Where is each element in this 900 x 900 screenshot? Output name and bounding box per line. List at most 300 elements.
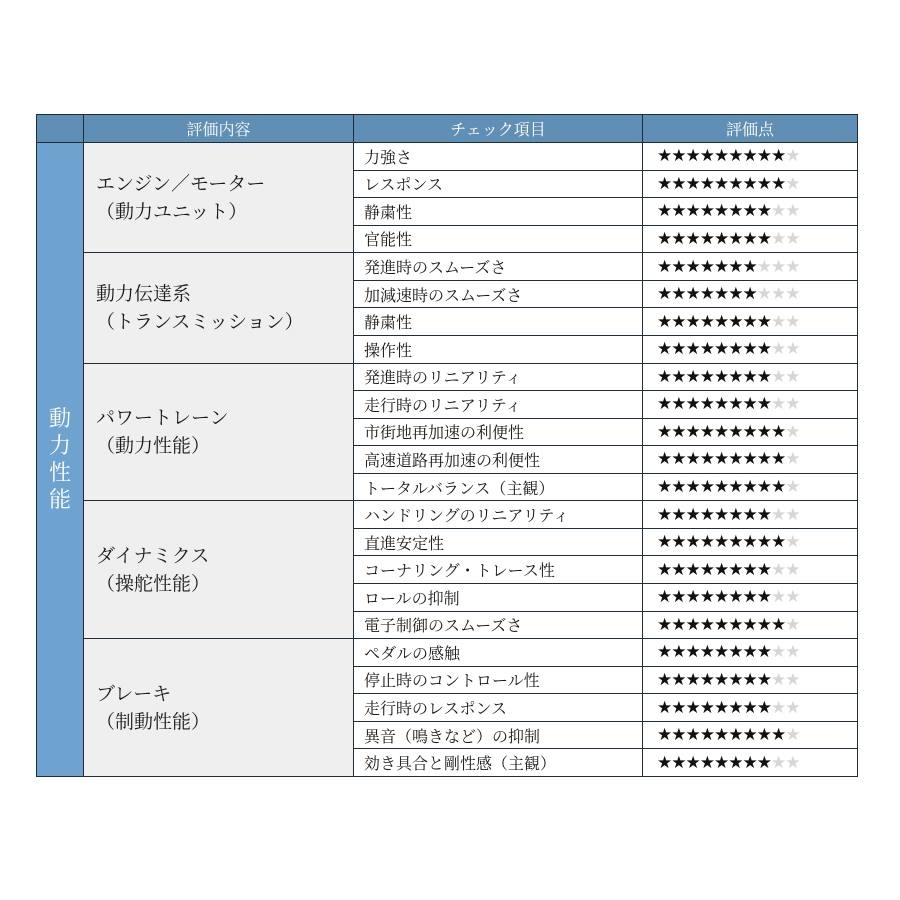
star-empty-icon: ★ (785, 697, 800, 718)
star-filled-icon: ★ (671, 587, 686, 608)
star-empty-icon: ★ (785, 504, 800, 525)
table-row (37, 363, 858, 391)
star-filled-icon: ★ (671, 228, 686, 249)
star-filled-icon: ★ (728, 532, 743, 553)
star-filled-icon: ★ (657, 477, 672, 498)
star-filled-icon: ★ (756, 421, 771, 442)
star-rating (643, 666, 858, 694)
star-filled-icon: ★ (756, 311, 771, 332)
table-row (37, 253, 858, 281)
star-filled-icon: ★ (657, 669, 672, 690)
star-filled-icon: ★ (728, 477, 743, 498)
star-filled-icon: ★ (685, 366, 700, 387)
check-item: 静粛性 (354, 308, 643, 336)
star-filled-icon: ★ (657, 725, 672, 746)
star-filled-icon: ★ (685, 311, 700, 332)
star-filled-icon: ★ (728, 559, 743, 580)
star-filled-icon: ★ (699, 449, 714, 470)
star-filled-icon: ★ (742, 477, 757, 498)
star-filled-icon: ★ (657, 201, 672, 222)
star-filled-icon: ★ (756, 477, 771, 498)
star-filled-icon: ★ (756, 587, 771, 608)
check-item: 市街地再加速の利便性 (354, 418, 643, 446)
group-title: ダイナミクス (96, 544, 210, 567)
check-item: 異音（鳴きなど）の抑制 (354, 721, 643, 749)
star-empty-icon: ★ (771, 752, 786, 773)
star-filled-icon: ★ (714, 477, 729, 498)
star-filled-icon: ★ (657, 697, 672, 718)
star-filled-icon: ★ (657, 504, 672, 525)
star-filled-icon: ★ (742, 559, 757, 580)
star-empty-icon: ★ (771, 284, 786, 305)
star-filled-icon: ★ (714, 173, 729, 194)
star-filled-icon: ★ (699, 477, 714, 498)
group-subtitle: （操舵性能） (96, 572, 211, 595)
star-filled-icon: ★ (756, 146, 771, 167)
star-filled-icon: ★ (699, 146, 714, 167)
star-filled-icon: ★ (714, 587, 729, 608)
star-filled-icon: ★ (728, 725, 743, 746)
star-filled-icon: ★ (742, 725, 757, 746)
star-filled-icon: ★ (671, 642, 686, 663)
star-filled-icon: ★ (756, 366, 771, 387)
star-filled-icon: ★ (728, 339, 743, 360)
check-item: 走行時のレスポンス (354, 694, 643, 722)
star-filled-icon: ★ (685, 477, 700, 498)
star-empty-icon: ★ (785, 311, 800, 332)
star-filled-icon: ★ (671, 311, 686, 332)
star-rating (643, 308, 858, 336)
star-filled-icon: ★ (699, 311, 714, 332)
star-filled-icon: ★ (728, 256, 743, 277)
star-filled-icon: ★ (671, 394, 686, 415)
star-filled-icon: ★ (742, 587, 757, 608)
star-filled-icon: ★ (685, 173, 700, 194)
star-filled-icon: ★ (742, 366, 757, 387)
star-filled-icon: ★ (699, 587, 714, 608)
star-rating (643, 528, 858, 556)
star-filled-icon: ★ (685, 504, 700, 525)
table-row (37, 639, 858, 667)
star-filled-icon: ★ (714, 394, 729, 415)
check-item: コーナリング・トレース性 (354, 556, 643, 584)
star-empty-icon: ★ (785, 532, 800, 553)
star-filled-icon: ★ (671, 366, 686, 387)
star-filled-icon: ★ (728, 587, 743, 608)
star-filled-icon: ★ (728, 697, 743, 718)
star-filled-icon: ★ (742, 284, 757, 305)
group-subtitle: （トランスミッション） (96, 310, 304, 333)
star-filled-icon: ★ (657, 228, 672, 249)
star-filled-icon: ★ (742, 669, 757, 690)
star-filled-icon: ★ (728, 642, 743, 663)
star-filled-icon: ★ (742, 504, 757, 525)
star-filled-icon: ★ (699, 173, 714, 194)
check-item: 高速道路再加速の利便性 (354, 446, 643, 474)
star-filled-icon: ★ (756, 173, 771, 194)
star-filled-icon: ★ (728, 173, 743, 194)
star-rating (643, 280, 858, 308)
star-empty-icon: ★ (785, 228, 800, 249)
star-filled-icon: ★ (699, 725, 714, 746)
group-title: エンジン／モーター (96, 172, 266, 195)
table-row (37, 501, 858, 529)
star-filled-icon: ★ (742, 752, 757, 773)
star-filled-icon: ★ (756, 697, 771, 718)
star-empty-icon: ★ (771, 311, 786, 332)
star-rating (643, 143, 858, 171)
star-empty-icon: ★ (785, 394, 800, 415)
star-rating (643, 170, 858, 198)
star-filled-icon: ★ (742, 256, 757, 277)
star-filled-icon: ★ (742, 394, 757, 415)
check-item: 静粛性 (354, 198, 643, 226)
star-empty-icon: ★ (785, 173, 800, 194)
star-filled-icon: ★ (756, 725, 771, 746)
star-empty-icon: ★ (771, 559, 786, 580)
star-filled-icon: ★ (714, 642, 729, 663)
star-filled-icon: ★ (742, 449, 757, 470)
star-filled-icon: ★ (671, 284, 686, 305)
star-filled-icon: ★ (714, 256, 729, 277)
star-empty-icon: ★ (756, 284, 771, 305)
star-empty-icon: ★ (785, 614, 800, 635)
star-filled-icon: ★ (685, 669, 700, 690)
star-filled-icon: ★ (771, 477, 786, 498)
star-filled-icon: ★ (685, 228, 700, 249)
star-filled-icon: ★ (714, 697, 729, 718)
star-empty-icon: ★ (771, 201, 786, 222)
check-item: レスポンス (354, 170, 643, 198)
star-filled-icon: ★ (657, 256, 672, 277)
star-filled-icon: ★ (742, 532, 757, 553)
star-filled-icon: ★ (671, 449, 686, 470)
star-filled-icon: ★ (771, 725, 786, 746)
star-filled-icon: ★ (671, 725, 686, 746)
star-empty-icon: ★ (771, 697, 786, 718)
category-cell (37, 143, 84, 777)
star-filled-icon: ★ (657, 559, 672, 580)
star-filled-icon: ★ (671, 256, 686, 277)
check-item: 直進安定性 (354, 528, 643, 556)
star-rating (643, 556, 858, 584)
star-filled-icon: ★ (699, 366, 714, 387)
star-empty-icon: ★ (756, 256, 771, 277)
star-empty-icon: ★ (785, 559, 800, 580)
star-filled-icon: ★ (685, 752, 700, 773)
star-filled-icon: ★ (657, 173, 672, 194)
star-filled-icon: ★ (671, 697, 686, 718)
check-item: 停止時のコントロール性 (354, 666, 643, 694)
star-filled-icon: ★ (699, 697, 714, 718)
star-empty-icon: ★ (785, 284, 800, 305)
star-filled-icon: ★ (685, 559, 700, 580)
star-filled-icon: ★ (742, 421, 757, 442)
star-filled-icon: ★ (714, 201, 729, 222)
group-subtitle: （動力性能） (96, 434, 211, 457)
star-filled-icon: ★ (714, 421, 729, 442)
star-empty-icon: ★ (785, 201, 800, 222)
star-empty-icon: ★ (785, 752, 800, 773)
star-rating (643, 639, 858, 667)
star-filled-icon: ★ (756, 614, 771, 635)
star-filled-icon: ★ (699, 339, 714, 360)
star-filled-icon: ★ (657, 449, 672, 470)
star-filled-icon: ★ (685, 614, 700, 635)
star-filled-icon: ★ (685, 587, 700, 608)
star-rating (643, 694, 858, 722)
star-filled-icon: ★ (657, 311, 672, 332)
star-filled-icon: ★ (742, 201, 757, 222)
star-filled-icon: ★ (657, 614, 672, 635)
star-filled-icon: ★ (699, 669, 714, 690)
star-filled-icon: ★ (714, 752, 729, 773)
check-item: 効き具合と剛性感（主観） (354, 749, 643, 777)
star-filled-icon: ★ (742, 642, 757, 663)
check-item: 走行時のリニアリティ (354, 391, 643, 419)
star-filled-icon: ★ (671, 752, 686, 773)
star-empty-icon: ★ (785, 669, 800, 690)
star-filled-icon: ★ (699, 559, 714, 580)
star-empty-icon: ★ (771, 642, 786, 663)
star-filled-icon: ★ (657, 339, 672, 360)
evaluation-table (36, 114, 858, 777)
star-filled-icon: ★ (728, 421, 743, 442)
star-empty-icon: ★ (785, 449, 800, 470)
star-filled-icon: ★ (671, 504, 686, 525)
star-filled-icon: ★ (685, 642, 700, 663)
star-filled-icon: ★ (671, 201, 686, 222)
star-filled-icon: ★ (728, 311, 743, 332)
group-title: 動力伝達系 (96, 282, 192, 305)
star-filled-icon: ★ (714, 311, 729, 332)
star-empty-icon: ★ (771, 256, 786, 277)
star-filled-icon: ★ (742, 697, 757, 718)
star-filled-icon: ★ (714, 284, 729, 305)
star-filled-icon: ★ (756, 201, 771, 222)
star-filled-icon: ★ (671, 339, 686, 360)
star-filled-icon: ★ (714, 449, 729, 470)
star-filled-icon: ★ (771, 421, 786, 442)
star-filled-icon: ★ (699, 284, 714, 305)
star-filled-icon: ★ (742, 311, 757, 332)
star-filled-icon: ★ (728, 504, 743, 525)
star-filled-icon: ★ (699, 394, 714, 415)
star-filled-icon: ★ (714, 504, 729, 525)
star-empty-icon: ★ (771, 669, 786, 690)
star-filled-icon: ★ (699, 256, 714, 277)
star-empty-icon: ★ (785, 725, 800, 746)
group-cell (84, 639, 354, 777)
star-rating (643, 473, 858, 501)
star-filled-icon: ★ (699, 421, 714, 442)
star-empty-icon: ★ (785, 339, 800, 360)
star-filled-icon: ★ (771, 449, 786, 470)
group-cell (84, 363, 354, 501)
star-filled-icon: ★ (671, 614, 686, 635)
check-item: ロールの抑制 (354, 584, 643, 612)
check-item: ペダルの感触 (354, 639, 643, 667)
star-filled-icon: ★ (756, 752, 771, 773)
star-filled-icon: ★ (699, 201, 714, 222)
star-filled-icon: ★ (671, 477, 686, 498)
star-rating (643, 721, 858, 749)
star-rating (643, 501, 858, 529)
star-empty-icon: ★ (785, 642, 800, 663)
header-score: 評価点 (643, 115, 858, 143)
check-item: トータルバランス（主観） (354, 473, 643, 501)
star-rating (643, 418, 858, 446)
star-rating (643, 749, 858, 777)
star-empty-icon: ★ (785, 587, 800, 608)
star-rating (643, 391, 858, 419)
star-filled-icon: ★ (714, 725, 729, 746)
star-filled-icon: ★ (671, 559, 686, 580)
star-empty-icon: ★ (785, 366, 800, 387)
star-filled-icon: ★ (756, 504, 771, 525)
star-filled-icon: ★ (728, 449, 743, 470)
star-filled-icon: ★ (728, 366, 743, 387)
star-filled-icon: ★ (699, 504, 714, 525)
table-header-row (37, 115, 858, 143)
star-empty-icon: ★ (771, 504, 786, 525)
star-filled-icon: ★ (699, 752, 714, 773)
star-filled-icon: ★ (771, 173, 786, 194)
star-filled-icon: ★ (714, 228, 729, 249)
check-item: 発進時のリニアリティ (354, 363, 643, 391)
star-rating (643, 198, 858, 226)
group-cell (84, 253, 354, 363)
star-filled-icon: ★ (728, 614, 743, 635)
star-filled-icon: ★ (657, 366, 672, 387)
star-rating (643, 225, 858, 253)
star-filled-icon: ★ (699, 228, 714, 249)
star-filled-icon: ★ (685, 394, 700, 415)
star-filled-icon: ★ (714, 669, 729, 690)
star-filled-icon: ★ (657, 532, 672, 553)
star-filled-icon: ★ (685, 284, 700, 305)
group-cell (84, 501, 354, 639)
check-item: 加減速時のスムーズさ (354, 280, 643, 308)
star-filled-icon: ★ (771, 614, 786, 635)
star-filled-icon: ★ (685, 201, 700, 222)
star-filled-icon: ★ (756, 394, 771, 415)
star-filled-icon: ★ (671, 669, 686, 690)
star-filled-icon: ★ (657, 394, 672, 415)
star-filled-icon: ★ (714, 559, 729, 580)
header-check-item: チェック項目 (354, 115, 643, 143)
star-filled-icon: ★ (756, 228, 771, 249)
check-item: 操作性 (354, 335, 643, 363)
star-filled-icon: ★ (714, 614, 729, 635)
star-filled-icon: ★ (657, 642, 672, 663)
star-filled-icon: ★ (671, 173, 686, 194)
star-filled-icon: ★ (714, 146, 729, 167)
star-empty-icon: ★ (785, 146, 800, 167)
check-item: 力強さ (354, 143, 643, 171)
star-filled-icon: ★ (657, 146, 672, 167)
star-filled-icon: ★ (671, 146, 686, 167)
star-filled-icon: ★ (742, 146, 757, 167)
star-empty-icon: ★ (771, 366, 786, 387)
star-empty-icon: ★ (771, 587, 786, 608)
star-filled-icon: ★ (742, 339, 757, 360)
star-filled-icon: ★ (685, 697, 700, 718)
star-filled-icon: ★ (771, 146, 786, 167)
group-title: パワートレーン (96, 406, 229, 429)
star-filled-icon: ★ (699, 642, 714, 663)
header-evaluation-content: 評価内容 (84, 115, 354, 143)
star-empty-icon: ★ (771, 339, 786, 360)
star-filled-icon: ★ (771, 532, 786, 553)
star-filled-icon: ★ (657, 752, 672, 773)
star-filled-icon: ★ (699, 614, 714, 635)
check-item: ハンドリングのリニアリティ (354, 501, 643, 529)
star-empty-icon: ★ (771, 228, 786, 249)
star-filled-icon: ★ (728, 284, 743, 305)
star-filled-icon: ★ (685, 339, 700, 360)
star-filled-icon: ★ (756, 339, 771, 360)
table-row (37, 143, 858, 171)
star-filled-icon: ★ (685, 421, 700, 442)
star-filled-icon: ★ (714, 366, 729, 387)
check-item: 電子制御のスムーズさ (354, 611, 643, 639)
star-filled-icon: ★ (671, 421, 686, 442)
star-filled-icon: ★ (756, 559, 771, 580)
star-rating (643, 611, 858, 639)
star-rating (643, 584, 858, 612)
group-subtitle: （制動性能） (96, 710, 211, 733)
star-filled-icon: ★ (756, 449, 771, 470)
star-filled-icon: ★ (728, 201, 743, 222)
star-filled-icon: ★ (728, 146, 743, 167)
star-rating (643, 446, 858, 474)
category-label: 動力性能 (48, 406, 71, 513)
star-filled-icon: ★ (728, 228, 743, 249)
star-empty-icon: ★ (785, 256, 800, 277)
group-cell (84, 143, 354, 253)
star-filled-icon: ★ (699, 532, 714, 553)
star-filled-icon: ★ (714, 532, 729, 553)
star-rating (643, 363, 858, 391)
star-filled-icon: ★ (657, 284, 672, 305)
star-rating (643, 253, 858, 281)
star-filled-icon: ★ (685, 725, 700, 746)
star-filled-icon: ★ (742, 173, 757, 194)
star-filled-icon: ★ (657, 587, 672, 608)
table-body (37, 143, 858, 777)
group-subtitle: （動力ユニット） (96, 200, 248, 223)
header-blank (37, 115, 84, 143)
star-empty-icon: ★ (785, 421, 800, 442)
star-filled-icon: ★ (685, 146, 700, 167)
star-empty-icon: ★ (785, 477, 800, 498)
star-filled-icon: ★ (756, 642, 771, 663)
star-filled-icon: ★ (671, 532, 686, 553)
star-filled-icon: ★ (685, 449, 700, 470)
star-filled-icon: ★ (657, 421, 672, 442)
star-filled-icon: ★ (756, 669, 771, 690)
check-item: 官能性 (354, 225, 643, 253)
star-filled-icon: ★ (685, 256, 700, 277)
star-filled-icon: ★ (728, 669, 743, 690)
group-title: ブレーキ (96, 682, 172, 705)
star-filled-icon: ★ (685, 532, 700, 553)
star-filled-icon: ★ (714, 339, 729, 360)
star-empty-icon: ★ (771, 394, 786, 415)
check-item: 発進時のスムーズさ (354, 253, 643, 281)
star-rating (643, 335, 858, 363)
